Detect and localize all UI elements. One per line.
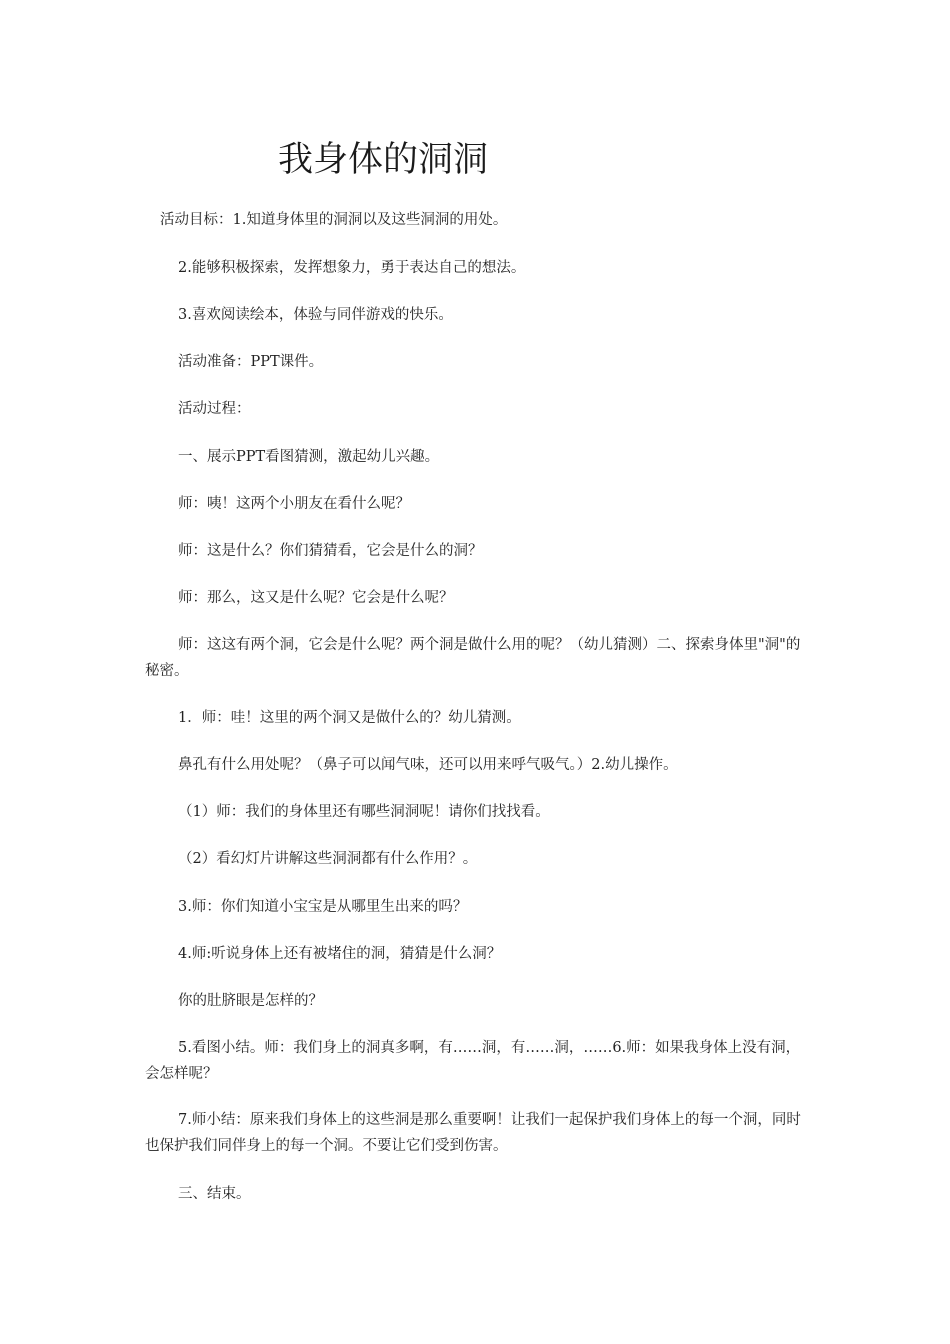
paragraph-navel: 你的肚脐眼是怎样的？ <box>178 993 323 1009</box>
paragraph-step-3: 3.师：你们知道小宝宝是从哪里生出来的吗？ <box>178 899 468 915</box>
paragraph-process-heading: 活动过程： <box>178 401 251 417</box>
paragraph-teacher-4: 师：这这有两个洞，它会是什么呢？两个洞是做什么用的呢？（幼儿猜测）二、探索身体里"洞"的秘密。 <box>145 637 801 679</box>
paragraph-summary-5-6: 5.看图小结。师：我们身上的洞真多啊，有……洞，有……洞，……6.师：如果我身体上没有洞，会怎样呢？ <box>145 1040 801 1082</box>
paragraph-step-4: 4.师:听说身体上还有被堵住的洞，猜猜是什么洞？ <box>178 946 502 962</box>
document-title: 我身体的洞洞 <box>278 140 489 180</box>
paragraph-end: 三、结束。 <box>178 1186 251 1202</box>
paragraph-preparation: 活动准备：PPT课件。 <box>178 354 324 370</box>
paragraph-step-1-heading: 一、展示PPT看图猜测，激起幼儿兴趣。 <box>178 449 440 465</box>
paragraph-teacher-1: 师：咦！这两个小朋友在看什么呢？ <box>178 496 410 512</box>
paragraph-slides: （2）看幻灯片讲解这些洞洞都有什么作用？。 <box>178 851 478 867</box>
paragraph-goal-3: 3.喜欢阅读绘本，体验与同伴游戏的快乐。 <box>178 307 453 323</box>
paragraph-nostril: 鼻孔有什么用处呢？（鼻子可以闻气味，还可以用来呼气吸气。）2.幼儿操作。 <box>178 757 678 773</box>
paragraph-step-2-1: 1．师：哇！这里的两个洞又是做什么的？幼儿猜测。 <box>178 710 521 726</box>
paragraph-teacher-2: 师：这是什么？你们猜猜看，它会是什么的洞？ <box>178 543 483 559</box>
paragraph-find-holes: （1）师：我们的身体里还有哪些洞洞呢！请你们找找看。 <box>178 804 550 820</box>
paragraph-teacher-3: 师：那么，这又是什么呢？它会是什么呢？ <box>178 590 454 606</box>
paragraph-goal-1: 活动目标：1.知道身体里的洞洞以及这些洞洞的用处。 <box>160 212 508 228</box>
paragraph-summary-7: 7.师小结：原来我们身体上的这些洞是那么重要啊！让我们一起保护我们身体上的每一个洞，同时也保护我们同伴身上的每一个洞。不要让它们受到伤害。 <box>145 1112 801 1154</box>
paragraph-goal-2: 2.能够积极探索，发挥想象力，勇于表达自己的想法。 <box>178 260 526 276</box>
